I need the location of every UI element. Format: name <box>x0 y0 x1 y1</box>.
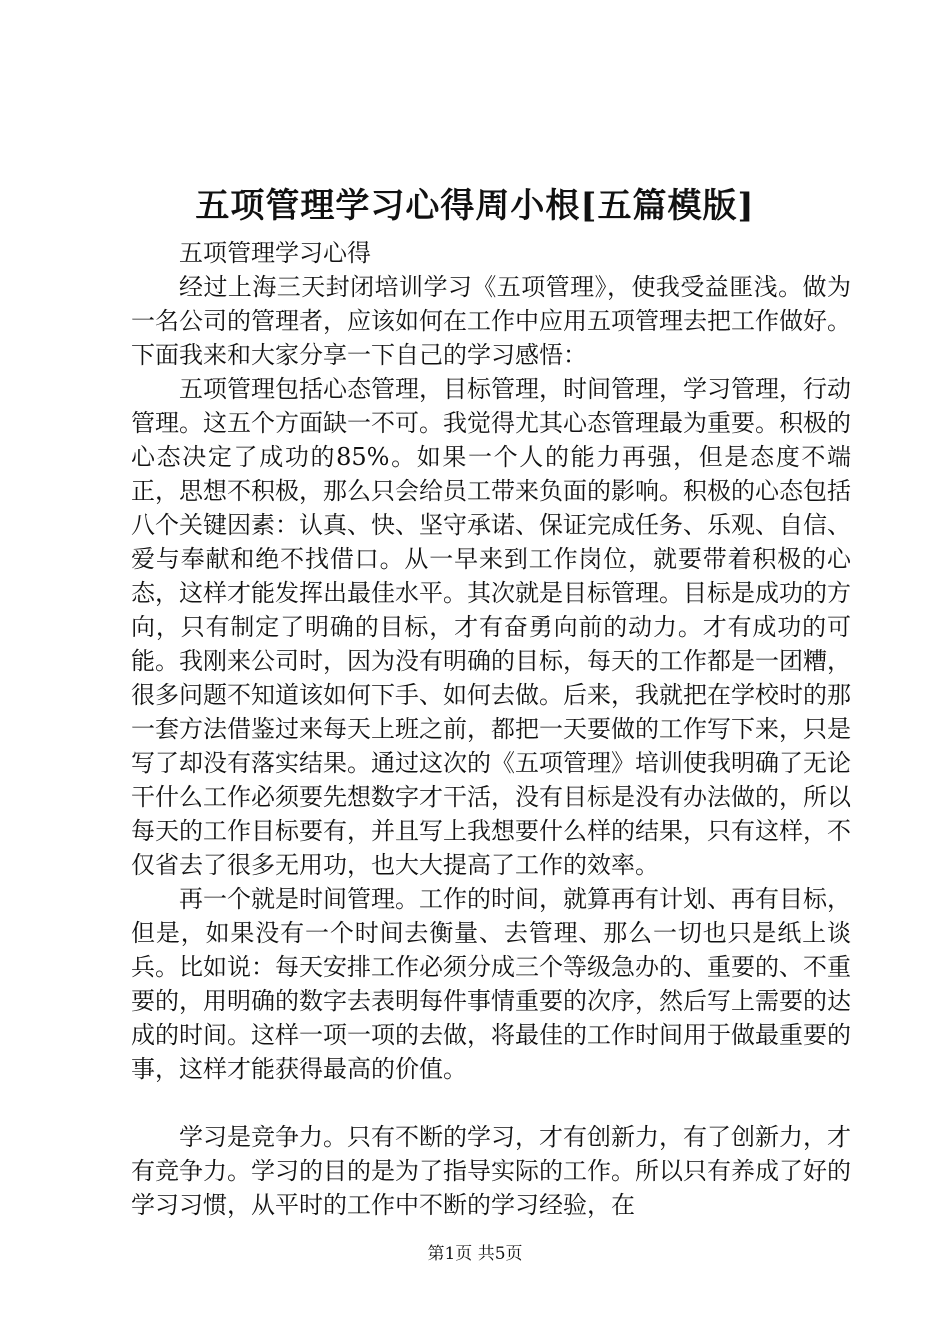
page-footer: 第1页 共5页 <box>427 1244 523 1264</box>
subtitle-paragraph: 五项管理学习心得 <box>179 239 371 267</box>
five-management-paragraph: 五项管理包括心态管理，目标管理，时间管理，学习管理，行动管理。这五个方面缺一不可。我觉得尤其心态管理最为重要。积极的心态决定了成功的85%。如果一个人的能力再强，但是态度不端正，思想不积极，那么只会给员工带来负面的影响。积极的心态包括八个关键因素：认真、快、坚守承诺、保证完成任务、乐观、自信、爱与奉献和绝不找借口。从一早来到工作岗位，就要带着积极的心态，这样才能发挥出最佳水平。其次就是目标管理。目标是成功的方向，只有制定了明确的目标，才有奋勇向前的动力。才有成功的可能。我刚来公司时，因为没有明确的目标，每天的工作都是一团糟，很多问题不知道该如何下手、如何去做。后来，我就把在学校时的那一套方法借鉴过来每天上班之前，都把一天要做的工作写下来，只是写了却没有落实结果。通过这次的《五项管理》培训使我明确了无论干什么工作必须要先想数字才干活，没有目标是没有办法做的，所以每天的工作目标要有，并且写上我想要什么样的结果，只有这样，不仅省去了很多无用功，也大大提高了工作的效率。 <box>131 375 851 879</box>
intro-paragraph: 经过上海三天封闭培训学习《五项管理》，使我受益匪浅。做为一名公司的管理者，应该如何在工作中应用五项管理去把工作做好。下面我来和大家分享一下自己的学习感悟： <box>131 273 851 369</box>
time-management-paragraph: 再一个就是时间管理。工作的时间，就算再有计划、再有目标，但是，如果没有一个时间去衡量、去管理、那么一切也只是纸上谈兵。比如说：每天安排工作必须分成三个等级急办的、重要的、不重要的，用明确的数字去表明每件事情重要的次序，然后写上需要的达成的时间。这样一项一项的去做，将最佳的工作时间用于做最重要的事，这样才能获得最高的价值。 <box>131 885 851 1083</box>
learning-paragraph: 学习是竞争力。只有不断的学习，才有创新力，有了创新力，才有竞争力。学习的目的是为了指导实际的工作。所以只有养成了好的学习习惯，从平时的工作中不断的学习经验，在 <box>131 1123 851 1219</box>
document-title: 五项管理学习心得周小根[五篇模版] <box>195 186 755 226</box>
document-body <box>131 236 851 1222</box>
